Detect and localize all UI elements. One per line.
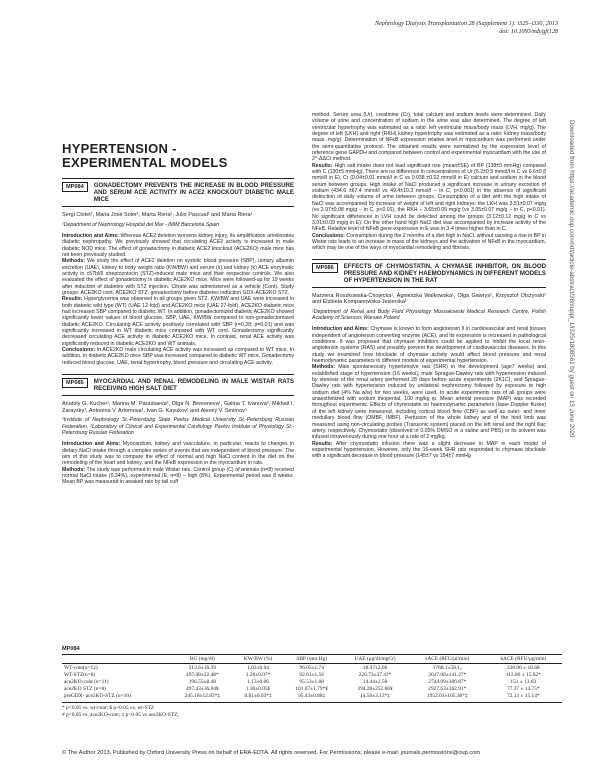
table-cell: 1.02±0.04 [247,664,269,671]
download-notice [566,120,576,640]
abstract-paragraph [312,233,546,252]
table-header-cell: kACE (RFU/μg/min) [485,655,562,664]
table-header-cell: sACE (RFU/μl/min) [410,655,485,664]
table-header-cell: SBP (mm Hg) [283,655,340,664]
table-header-cell: KW/BW (%) [233,655,283,664]
paragraph-heading: Conclusions: [62,347,95,354]
table-cell: preGDX- ace2KO-STZ (n=10) [64,692,131,699]
table-cell: 245.18±12.83*‡ [184,692,220,699]
table-cell: 1768.1±58.1₂ [432,664,462,671]
table-cell: 213.6±16.39 [188,664,216,671]
data-table [62,654,562,699]
abstract-affiliation: ¹Institute of Nephrology St.-Petersburg State Pavlov Medical University St.-Petersburg Russian Federation, ²Laboratory of Clinical and Experimental Cardiology Pavlov Institute of Physiology St.-Petersburg Russian Federation [62,417,294,436]
abstract-code: MP084 [62,182,88,192]
abstract-paragraph [312,326,546,364]
section-title: HYPERTENSION - EXPERIMENTAL MODELS [62,141,228,170]
abstract-header-mp086 [312,259,546,288]
table-header-cell: BG (mg/dl) [172,655,233,664]
table-cell: 1.30±0.05¥ [245,685,271,692]
table-cell: 1952.01±105.36*‡ [426,692,468,699]
abstract-title: GONADECTOMY PREVENTS THE INCREASE IN BLOOD PRESSURE AND SERUM ACE ACTIVITY IN ACE2 KNOCKOUT DIABETIC MALE MICE [93,182,294,203]
left-column [62,178,294,486]
paragraph-text: In ACE2KO male circulating ACE activity was increased as compared to WT mice. In addition, in diabetic ACE2KO mice SBP was increased compared to diabetic WT mice. Gonadectomy reduced blood glucose, UAE, renal hypertrophy, blood pressure and circulating ACE activity. [62,347,294,366]
table-cell: 497.08±22.48* [186,671,219,678]
abstract-paragraph [62,296,294,347]
paragraph-heading: Methods: [312,364,336,371]
paragraph-text: Whereas ACE2 deletion worsens kidney injury, its amplification ameliorates diabetic nephropathy. We previously showed that circulating ACE2 activity is increased in male diabetic NOD mice. The effect of gonadectomy in diabetic ACE2 knockout (ACE2KO) male mice has not been previously studied. [62,232,294,258]
abstract-affiliation: ¹Department of Renal and Body Fluid Physiology Mossakowski Medical Research Centre, Polish Academy of Sciences Warsaw Poland [312,308,546,322]
table-cell: ace2KO STZ (n=8) [64,685,106,692]
paragraph-text: The study was performed in male Wistar rats. Control group (C) of animals (n=8) received normal NaCl intake (0.34%), experimental (E; n=8) – high (8%). Experimental period was 8 weeks. Mean BP was measured in awaked rats by tail cuff [62,466,294,486]
table-cell: 220.96 ± 18.68 [506,664,540,671]
table-header-row [62,655,562,664]
paragraph-heading: Introduction and Aims: [62,441,121,448]
table-cell: 18.47±2.66 [362,664,388,671]
abstract-header-mp084 [62,178,294,207]
paragraph-text: Hyperglycemia was observed in all groups given STZ. KW/BW and UAE were increased in both diabetic wild type (WT) (UAE 12-fold) and ACE2KO mice (UAE 27-fold). ACE2KO diabetic mice had increased SBP compared to diabetic WT. In addition, gonadectomized diabetic ACE2KO showed significantly lower values of blood glucose, SBP, UAE, KW/BW compared to non-gonadectomized diabetic ACE2KO. Circulating ACE activity positively correlated with SBP (r=0.28; p=0.01) and was significantly increased in WT diabetic mice compared with WT cont. Gonadectomy significantly decreased circulating ACE activity in diabetic ACE2KO mice. In contrast, renal ACE activity was significantly reduced in diabetic ACE2KO and WT animals. [62,296,294,347]
table-cell: 113.86 ± 15.62* [505,671,541,678]
table-cell: 497.43±36.04¥ [186,685,219,692]
table-cell: 3017.08±141.27* [428,671,467,678]
table-cell: ace2KO-cont (n=11) [64,678,109,685]
journal-citation: Nephrology Dialysis Transplantation 28 (Supplement 1): i325–i330, 2013 [375,20,558,27]
abstract-paragraph [62,347,294,366]
table-row [62,692,562,699]
paragraph-heading: Introduction and Aims: [62,232,119,239]
table-code: MP084 [62,646,80,652]
table-cell: 1.28±0.07* [245,671,271,678]
paragraph-heading: Results: [312,440,333,447]
table-cell: 14.56±3.13*‡ [360,692,390,699]
abstract-header-mp085 [62,374,294,396]
journal-header [375,20,558,35]
table-header-cell: UAE (μg/dl/mgCr) [340,655,410,664]
abstract-paragraph [62,467,294,486]
table-cell: 95.43±0.88‡ [298,692,326,699]
table-header-cell [62,655,172,664]
table-cell: 95.53±1.88 [299,678,324,685]
abstract-authors: Marzena Roszkowska-Chojecka¹, Agnieszka Walkowska¹, Olga Gawrys¹, Krzysztof Olszynski¹ and Elzbieta Kompanowska-Jezierska¹ [312,292,546,306]
abstract-paragraph [312,112,546,163]
table-cell: WT-cont(n=12) [64,664,98,671]
table-footnotes [62,702,562,718]
paragraph-text: method. Serum urea (Ur), creatinine (Cr), total calcium and sodium levels were determined. Daily volume of urine and concentration of sodium in the urine was also determined. The degree of left ventricular hypertrophy was estimated as a ratio: left ventricular mass/body mass (LVH, mg/g). The degree of left (LKH) and right (RKH) kidney hypertrophy was estimated as a ratio: kidney mass/body mass, mg/g). Determination of NFκB expression relative level in myocardium was performed under the semi-quantitative protocol. The obtained results were normalized by the expression level of reference gene GAPDH and compared between control and experimental myocardium with the use of 2^-ΔΔCt method. [312,112,546,163]
paragraph-text: Chymase is known to form angiotensin II in cardiovascular and renal tissues independent of angiotensin converting enzyme (ACE), and its expression is increased in pathological conditions. It was proposed that chymase inhibitors could be applied to inhibit the local renin-angiotensin systems (RAS) and possibly prevent the development of cardiovascular diseases. In this study we examined how blockade of chymase activity would affect blood pressure and renal haemodynamic parameters in different models of experimental hypertension. [312,326,546,365]
table-row [62,664,562,672]
table-footnote: * p<0.05 vs. wt-cont; $ p<0.05 vs. wt-STZ [62,705,155,711]
table-cell: 77.37 ± 14.75* [506,685,540,692]
table-cell: 0.81±0.03*‡ [244,692,272,699]
table-cell: 2927.63±162.91* [428,685,467,692]
table-cell: 196.55±8.48 [188,678,216,685]
table-cell: 101.67±1.79*¥ [295,685,328,692]
data-table-block [62,646,562,718]
abstract-paragraph [62,258,294,296]
paragraph-text: Myocardium, kidney and vasculature, in particular, reacts to changes in dietary NaCl intake through a complex series of events that are independent of blood pressure. The aim of this study was to compare the effect of normal and high NaCl content in the diet on the remodeling of the heart and kidney, and the NFκB expression in the myocardium in rats. [62,441,294,467]
copyright-footer: © The Author 2013. Published by Oxford University Press on behalf of ERA-EDTA. All rights reserved. For Permissions, please e-mail: journals.permissions@oup.com [62,750,481,756]
abstract-title: MYOCARDIAL AND RENAL REMODELING IN MALE WISTAR RATS RECEIVING HIGH SALT DIET [93,378,294,393]
table-row [62,678,562,685]
download-notice-text: Downloaded from https://academic.oup.com/ndt/article-abstract/28/suppl_1/i325/1808561 by guest on 13 June 2020 [568,120,575,438]
paragraph-heading: Introduction and Aims: [312,326,369,333]
table-cell: 96.05±1.74 [299,664,324,671]
table-cell: 2744.99±306.87* [428,678,467,685]
table-row [62,685,562,692]
abstract-authors: Sergi Clotet¹, Maria José Soler¹, Marta Riera¹, Julio Pascual¹ and Marta Riera¹ [62,212,253,218]
table-cell: 394.28±252.66¥ [357,685,393,692]
paragraph-heading: Methods: [62,466,86,473]
right-column [312,112,546,460]
abstract-code: MP086 [312,263,338,273]
abstract-code: MP085 [62,378,88,388]
paragraph-text: Male spontaneously hypertensive rats (SHR) in the development (age7 weeks) and established stage of hypertension (16 weeks), male Sprague-Dawley rats with hypertension induced by stenosis of the renal artery performed 28 days before acute experiments (2K1C), and Sprague-Dawley rats with hypertension induced by unilateral nephrectomy followed by exposure to high sodium diet (4% Na w/w) for two weeks, were used. In acute experiments rats of all groups were anaesthetized with sodium thiopental, 100 mg/kg ip. Mean arterial pressure (MAP) was recorded throughout experiments. Effects of chymostatin on haemodynamic parameters (laser-Doppler fluxes) of the left kidney were measured, including cortical blood flow (CBF) as well as outer- and inner medullary blood flow (OMBF, IMBF). Perfusion of the whole kidney and of the hind limb was measured using non-circulating probes (Transonic system) placed on the left renal and the right iliac artery, respectively. Chymostatin (dissolved in 0.05% DMSO in a saline and PBS) or its solvent was infused intravenously during one hour at a rate of 2 mg/kg. [312,364,546,441]
table-cell: 151 ± 13.83 [510,678,537,685]
paragraph-text: Consumption during the 2 months of a diet high in NaCl, without causing a rise in BP in Wistar rats leads to an increase in mass of the kidneys and the activation of NFκB in the myocardium, which may be one of the ways of myocardial remodeling and fibrosis. [312,232,546,252]
abstract-authors: Anatoly G. Kucher¹, Marina M. Parastaeva¹, Olga N. Beresneva¹, Galina T. Ivanova², Mikhail I. Zaraysky¹, Antonina V. Artemova¹, Ivan G. Kayukov¹ and Alexey V. Smirnov¹ [62,401,294,414]
paragraph-text: We study the effect of ACE2 deletion on systolic blood pressure (SBP), urinary albumin excretion (UAE), kidney to body weight ratio (KW/BW) and serum (s) and kidney (k) ACE enzymatic activity in c57bl/6 streptozotocin (STZ)-induced male mice and their respective controls. We also evaluated the effect of gonadectomy in diabetic ACE2KO mice. Mice were followed-up for 19 weeks after induction of diabetes with STZ injection. Citrate was administered as a vehicle (Cont). Study groups: ACE2KO cont, ACE2KO STZ, gonadectomy before diabetes induction GDX-ACE2KO STZ. [62,258,294,296]
table-cell: 92.61±1.56 [299,671,324,678]
table-cell: 220.73±37.43* [358,671,392,678]
table-cell: 14.44±2.58 [362,678,388,685]
abstract-paragraph [312,163,546,233]
abstract-affiliation: ¹Department of Nephrology Hospital del Mar - IMIM Barcelona Spain [62,221,220,228]
paragraph-heading: Results: [312,162,333,169]
paragraph-heading: Methods: [62,258,86,265]
abstract-paragraph [312,364,546,440]
table-footnote: # p<0.05 vs. ace2KO-cont; ‡ p<0.05 vs ace2KO-STZ; [62,711,179,718]
paragraph-text: After chymostatin infusion there was a slight decrease in MAP in each model of experimental hypertension. However, only the 16-week SHR rats responded to chymase blockade with a significant decrease in blood pressure (145±7 vs 154±7 mmHg [312,440,546,460]
abstract-title: EFFECTS OF CHYMOSTATIN, A CHYMASE INHIBITOR, ON BLOOD PRESSURE AND KIDNEY HAEMODYNAMICS IN DIFFERENT MODELS OF HYPERTENSION IN THE RAT [343,262,546,284]
abstract-paragraph [62,233,294,258]
abstract-paragraph [62,441,294,466]
journal-doi: doi: 10.1093/ndt/gft128 [499,27,558,35]
table-cell: 1.13±0.06 [247,678,269,685]
paragraph-heading: Conclusions: [312,232,345,239]
table-cell: 72.13 ± 15.14* [506,692,540,699]
paragraph-heading: Results: [62,296,83,303]
paragraph-text: High salt intake does not lead significant rise (mean±SE) of BP (138±5 mmHg) compared with C (130±5 mmHg). There are no difference in concentrations of Ur (6.2±0.5 mmol/l in C vs 6.6±0.8 mmol/l in E), Cr (0.04±0.01 mmol/l in C vs 0.038 ±0.02 mmol/l in E) calcium and sodium in the blood serum between groups. High intake of NaCl produced a significant increase in urinary excretion of sodium (434.6 ±67.4 mmol/l vs 49.4±10.3 mmol/l – in C, p<0.001) in the absence of significant distinction of daily volume of urine between groups. Consumption of a diet with the high intake of NaCl was accompanied by increase of weight of left and right kidneys: the LKH was 3.51±0.07 mg/g (vs 2.97±0.08 mg/g – in C, p<0.01), the RKH – 3.65±0.05 mg/g (vs 3.05±0.07 mg/g – in C, p<0.01). No significant differences in LVH could be detected among the groups (3.12±0.12 mg/g in C vs 3.01±0.09 mg/g in E). On the other hand high NaCl diet was accompanied by increase activity of the NFκB. Relative level of NFκB gene expression in E was in 3-4 times higher than in C. [312,162,546,233]
abstract-paragraph [312,441,546,460]
table-row [62,671,562,678]
table-cell: WT-STZ(n=8) [64,671,96,678]
